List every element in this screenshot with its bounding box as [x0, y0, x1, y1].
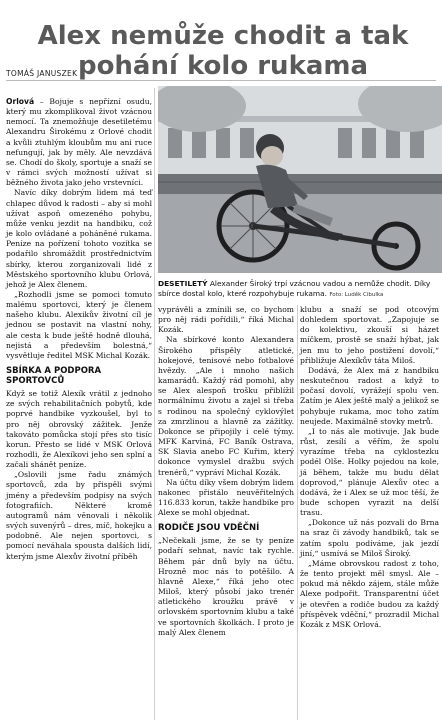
divider — [6, 80, 436, 81]
photo-caption — [158, 279, 440, 300]
subheading: SBÍRKA A PODPORA SPORTOVCŮ — [6, 366, 102, 387]
paragraph: Na účtu díky všem dobrým lidem nakonec přistálo neuvěřitelných 116.833 korun, takže handbike pro Alexe se mohl objednat. — [158, 477, 294, 518]
paragraph: „Dokonce už nás pozvali do Brna na sraz či závody handbiků, tak se zatím spolu podíváme, jak jezdí jiní,“ usmívá se Miloš Široký. — [300, 518, 439, 558]
column-separator — [297, 305, 298, 720]
paragraph-text: – Bojuje s nepřízní osudu, který mu zkomplikoval život vzácnou nemocí. Ta znemožňuje desetiletému Alexandru Širokému z Orlové chodit a kvůli ztuhlým kloubům mu ani ruce nefungují, jak by měly. Ale nevzdává se. Chodí do školy, sportuje a snaží se v rámci svých možností užívat si běžného života jako jeho vrstevníci. — [6, 97, 152, 188]
headline: Alex nemůže chodit a tak pohání kolo rukama — [37, 21, 409, 82]
paragraph: Když se totiž Alexík vrátil z jednoho ze svých rehabilitačních pobytů, kde poprvé handbike vyzkoušel, byl to pro něj obrovský zážitek. Jenže takováto pomůcka stojí přes sto tisíc korun. Přesto se lidé v MSK Orlová rozhodli, že Alexíkovi jeho sen splní a začali shánět peníze. — [6, 389, 152, 470]
paragraph: „Oslovili jsme řadu známých sportovců, zda by přispěli svými jmény a především podpisy na svých fotografiích. Některé kromě autogramů nám věnovali i několik svých suvenýrů – dres, míč, hokejku a podobně. Ale nejen sportovci, s pomocí neváhala spousta dalších lidí, kterým jsme Alexův životní příběh — [6, 470, 152, 561]
paragraph: Navíc díky dobrým lidem má teď chlapec důvod k radosti – aby si mohl užívat aspoň omezeného pohybu, může venku jezdit na handbiku, což je kolo ovládané a poháněné rukama. Peníze na pořízení tohoto vozítka se podařilo shromáždit prostřednictvím sbírky, kterou zorganizovali lidé z Městského sportovního klubu Orlová, jehož je Alex členem. — [6, 188, 152, 289]
article-column-2 — [158, 305, 294, 638]
photo-credit: Foto: Luděk Cibulka — [329, 292, 384, 298]
paragraph: vyprávěli a zmínili se, co bychom pro něj rádi pořídili,“ říká Michal Kozák. — [158, 305, 294, 335]
dateline: Orlová — [6, 97, 35, 106]
paragraph — [6, 97, 152, 188]
caption-text: Alexander Široký trpí vzácnou vadou a nemůže chodit. Díky sbírce dostal kolo, které rozpohybuje rukama. — [158, 279, 431, 298]
column-separator — [154, 88, 155, 720]
paragraph: „Nečekali jsme, že se ty peníze podaří sehnat, navíc tak rychle. Během pár dnů byly na účtu. Hrozně moc nás to potěšilo. A hlavně Alexe,“ říká jeho otec Miloš, který působí jako trenér atletického kroužku právě v orlovském sportovním klubu a také ve sportovních školkách. I proto je malý Alex členem — [158, 536, 294, 637]
paragraph: „Máme obrovskou radost z toho, že tento projekt měl smysl. Ale – pokud má někdo zájem, stále může Alexe podpořit. Transparentní účet je otevřen a rodiče budou za každý příspěvek vděční,“ prozradil Michal Kozák z MSK Orlová. — [300, 558, 439, 629]
caption-label: DESETILETÝ — [158, 279, 208, 288]
article-column-1 — [6, 97, 152, 562]
article-column-3 — [300, 305, 439, 630]
photo-illustration — [158, 86, 442, 273]
byline: TOMÁŠ JANUSZEK — [6, 69, 78, 78]
paragraph: Na sbírkové konto Alexandera Širokého přispěly atletické, hokejové, tenisové nebo fotbalové hvězdy. „Ale i mnoho našich kamarádů. Každý rád pomohl, aby se Alex alespoň trošku přiblížil normálnímu životu a zajel si třeba s rodinou na společný cyklovýlet za zmrzlinou a hlavně za zážitky. Dokonce se připojily i celé týmy. MFK Karviná, FC Baník Ostrava, SK Slavia anebo FC Kuřim, který dokonce vymyslel dražbu svých trenérů,“ vypráví Michal Kozák. — [158, 335, 294, 477]
paragraph: Dodává, že Alex má z handbiku neskutečnou radost a když to počasí dovolí, vyrážejí spolu ven. Zatím je Alex ještě malý a jelikož se pohybuje rukama, moc toho zatím neujede. Maximálně stovky metrů. — [300, 365, 439, 426]
paragraph: klubu a snaží se pod otcovým dohledem sportovat. „Zapojuje se do kolektivu, zkouší si házet míčkem, prostě se snaží hýbat, jak jen mu to jeho postižení dovolí,“ přibližuje Alexíkův táta Miloš. — [300, 305, 439, 365]
subheading: RODIČE JSOU VDĚČNÍ — [158, 523, 260, 534]
paragraph: „Rozhodli jsme se pomoci tomuto malému sportovci, který je členem našeho klubu. Alexikův životní cíl je jednou se postavit na vlastní nohy, ale cesta k bude ještě hodně dlouhá, nejistá a především bolestná,“ vysvětluje ředitel MSK Michal Kozák. — [6, 289, 152, 360]
article-photo — [158, 86, 442, 273]
paragraph: „I to nás ale motivuje. Jak bude růst, zesílí a věřím, že spolu vyrazíme třeba na cyklostezku podél Olše. Holky pojedou na kole, já během, takže mu budu dělat doprovod,“ plánuje Alexův otec a dodává, že i Alex se už moc těší, že bude schopen vyrazit na delší trasu. — [300, 426, 439, 518]
